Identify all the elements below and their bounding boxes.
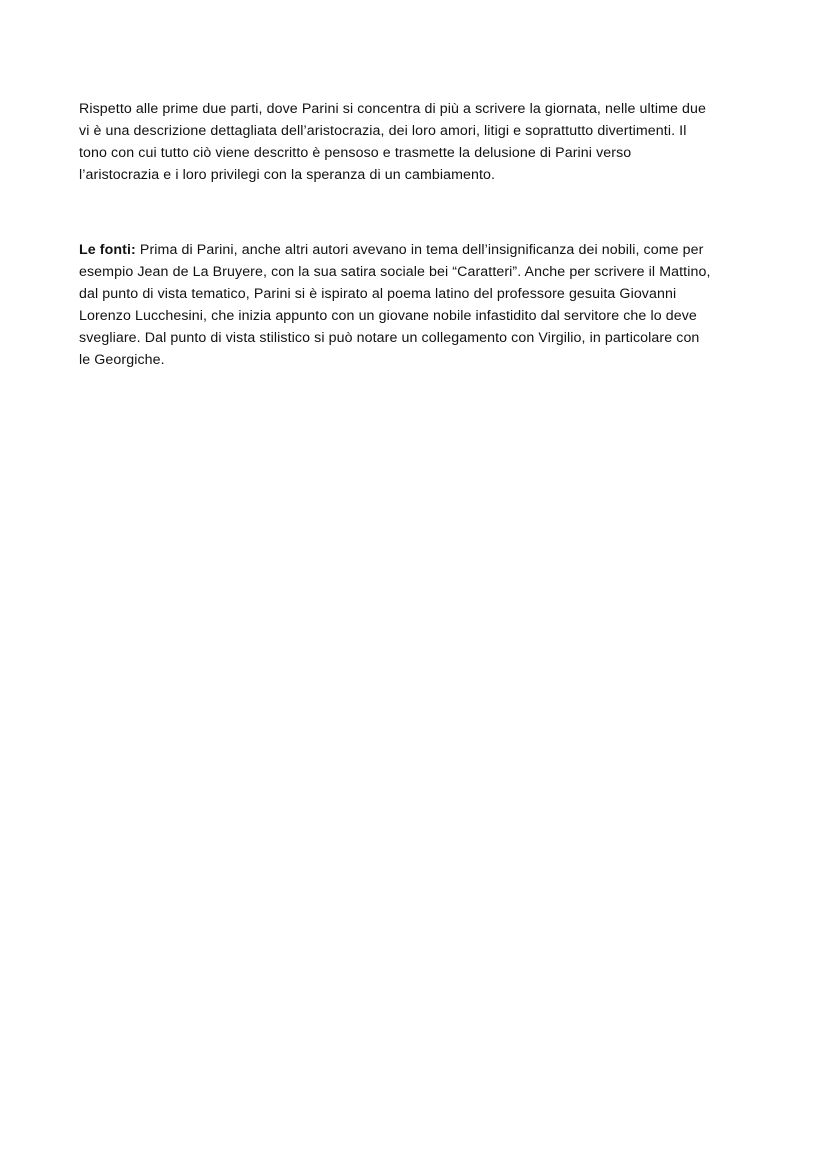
sources-text: Prima di Parini, anche altri autori avevano in tema dell’insignificanza dei nobili, come per esempio Jean de La Bruyere, con la sua satira sociale bei “Caratteri”. Anche per scrivere il Mattino, dal punto di vista tematico, Parini si è ispirato al poema latino del professore gesuita Giovanni Lorenzo Lucchesini, che inizia appunto con un giovane nobile infastidito dal servitore che lo deve svegliare. Dal punto di vista stilistico si può notare un collegamento con Virgilio, in particolare con le Georgiche.	[79, 242, 711, 368]
paragraph-structure: Rispetto alle prime due parti, dove Parini si concentra di più a scrivere la giornata, nelle ultime due vi è una descrizione dettagliata dell’aristocrazia, dei loro amori, litigi e soprattutto divertimenti. Il tono con cui tutto ciò viene descritto è pensoso e trasmette la delusione di Parini verso l’aristocrazia e i loro privilegi con la speranza di un cambiamento.	[79, 101, 706, 183]
paragraph-sources	[79, 239, 759, 371]
sources-label: Le fonti:	[79, 242, 136, 258]
document-body	[79, 98, 759, 371]
